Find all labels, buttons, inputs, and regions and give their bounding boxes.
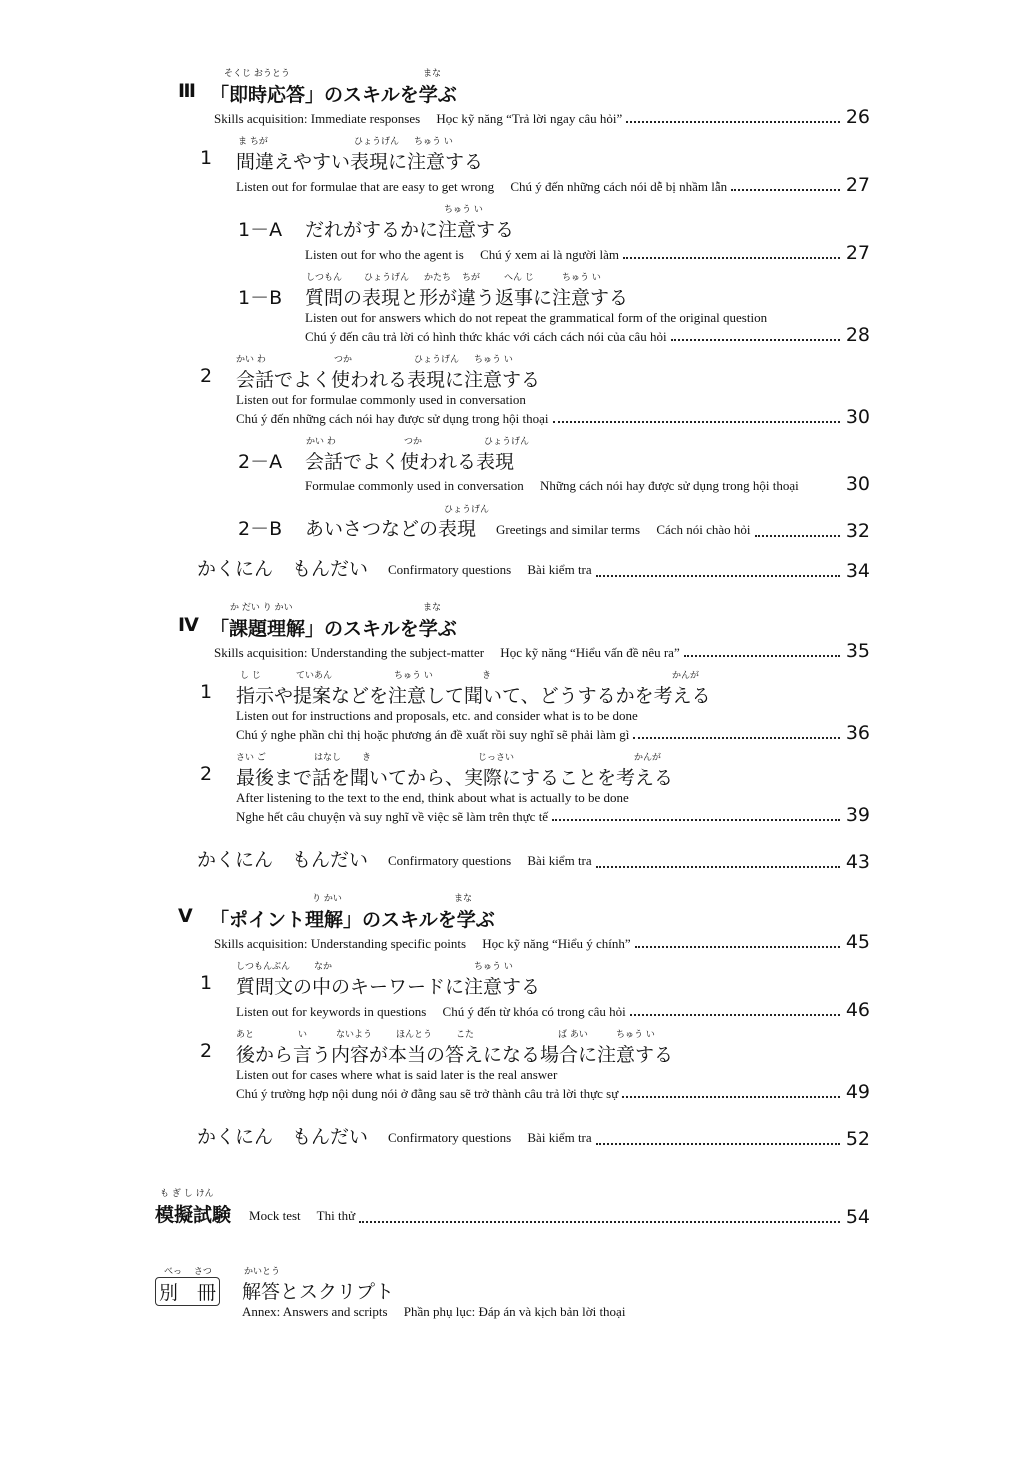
ruby: い [298, 1030, 308, 1040]
item-subtitle: Chú ý trường hợp nội dung nói ở đằng sau sẽ trở thành câu trả lời thực sự [236, 1086, 619, 1101]
ruby: し じ [240, 671, 261, 681]
leader-dots [622, 1096, 840, 1098]
toc-entry[interactable] [236, 408, 870, 427]
ruby: かんが [634, 753, 662, 763]
ruby: ば あい [558, 1030, 588, 1040]
item-subtitle: After listening to the text to the end, think about what is actually to be done [236, 790, 629, 805]
item-number: 1 [200, 681, 213, 703]
item-number: 2 [200, 365, 213, 387]
toc-entry[interactable] [236, 176, 870, 195]
section-number: Ⅲ [178, 80, 196, 102]
item-number: 2 [200, 763, 213, 785]
leader-dots [552, 819, 840, 821]
page-number: 26 [845, 106, 870, 128]
ruby: かんが [672, 671, 700, 681]
ruby: ちゅう い [414, 137, 453, 147]
ruby: かい わ [306, 437, 336, 447]
leader-dots [633, 737, 839, 739]
ruby: はなし [314, 753, 342, 763]
item-number: 1 [200, 972, 213, 994]
page-number: 27 [845, 174, 870, 196]
page-number: 43 [845, 851, 870, 873]
item-number: 1－A [238, 219, 283, 241]
leader-dots [359, 1221, 840, 1223]
ruby: ちゅう い [562, 273, 601, 283]
item-subtitle: Formulae commonly used in conversation Những cách nói hay được sử dụng trong hội thoại [305, 478, 799, 493]
item-title: 後から言う内容が本当の答えになる場合に注意する [236, 1044, 674, 1066]
leader-dots [803, 488, 840, 490]
item-subtitle: Confirmatory questions Bài kiểm tra [388, 1130, 592, 1145]
item-title: だれがするかに注意する [305, 219, 515, 241]
page-number: 34 [845, 560, 870, 582]
ruby: ひょうげん [354, 137, 400, 147]
ruby: かい わ [236, 355, 266, 365]
page-number: 27 [845, 242, 870, 264]
toc-entry[interactable] [236, 724, 870, 743]
item-title: 質問文の中のキーワードに注意する [236, 976, 541, 998]
section-subtitle: Skills acquisition: Immediate responses Học kỹ năng “Trả lời ngay câu hỏi” [214, 111, 623, 126]
page-number: 32 [845, 520, 870, 542]
ruby: り かい [312, 894, 342, 904]
toc-entry-confirm[interactable] [197, 1122, 870, 1149]
section-title: 「即時応答」のスキルを学ぶ [210, 84, 457, 106]
item-subtitle: Listen out for cases where what is said later is the real answer [236, 1067, 558, 1082]
item-subtitle: Greetings and similar terms Cách nói chào hỏi [496, 522, 751, 537]
ruby: ひょうげん [414, 355, 460, 365]
leader-dots [626, 121, 840, 123]
mock-test-title: 模擬試験 [155, 1204, 232, 1226]
leader-dots [755, 535, 840, 537]
page-number: 52 [845, 1128, 870, 1150]
ruby: まな [454, 894, 473, 904]
leader-dots [553, 421, 840, 423]
page-number: 49 [845, 1081, 870, 1103]
ruby: じっさい [478, 753, 515, 763]
ruby: ひょうげん [364, 273, 410, 283]
annex-badge: 別 冊 [155, 1277, 220, 1306]
item-title: 質問の表現と形が違う返事に注意する [305, 287, 629, 309]
ruby: ちゅう い [444, 205, 483, 215]
leader-dots [630, 1014, 840, 1016]
ruby: つか [404, 437, 423, 447]
toc-entry[interactable] [305, 244, 870, 263]
ruby: そくじ おうとう [224, 69, 290, 79]
leader-dots [731, 189, 840, 191]
annex-title[interactable]: 解答とスクリプト [242, 1281, 395, 1303]
toc-entry[interactable] [214, 642, 870, 661]
ruby: も ぎ し けん [160, 1189, 214, 1199]
item-subtitle: Listen out for instructions and proposals, etc. and consider what is to be done [236, 708, 638, 723]
ruby: しつもんぶん [236, 962, 291, 972]
ruby: へん じ [504, 273, 534, 283]
item-subtitle: Confirmatory questions Bài kiểm tra [388, 562, 592, 577]
item-subtitle: Listen out for formulae commonly used in conversation [236, 392, 526, 407]
toc-entry[interactable] [214, 933, 870, 952]
annex-subtitle: Annex: Answers and scripts Phần phụ lục: Đáp án và kịch bản lời thoại [242, 1304, 626, 1319]
toc-entry-confirm[interactable] [197, 845, 870, 872]
leader-dots [623, 257, 840, 259]
item-subtitle: Confirmatory questions Bài kiểm tra [388, 853, 592, 868]
item-number: 2－B [238, 518, 283, 540]
toc-entry[interactable] [305, 475, 870, 494]
section-subtitle: Skills acquisition: Understanding specific points Học kỹ năng “Hiểu ý chính” [214, 936, 631, 951]
section-title: 「課題理解」のスキルを学ぶ [210, 618, 457, 640]
item-title: かくにん もんだい [197, 1126, 369, 1148]
item-subtitle: Listen out for formulae that are easy to get wrong Chú ý đến những cách nói dễ bị nhầm lẫn [236, 179, 728, 194]
item-title: 会話でよく使われる表現に注意する [236, 369, 541, 391]
page-number: 54 [845, 1206, 870, 1228]
toc-entry[interactable] [305, 326, 870, 345]
page-number: 30 [845, 473, 870, 495]
page-number: 30 [845, 406, 870, 428]
ruby: ないよう [336, 1030, 373, 1040]
item-number: 2－A [238, 451, 283, 473]
leader-dots [635, 946, 840, 948]
item-subtitle: Listen out for who the agent is Chú ý xem ai là người làm [305, 247, 619, 262]
item-subtitle: Listen out for answers which do not repeat the grammatical form of the original question [305, 310, 768, 325]
item-subtitle: Chú ý đến những cách nói hay được sử dụng trong hội thoại [236, 411, 549, 426]
item-title: かくにん もんだい [197, 849, 369, 871]
item-title: 最後まで話を聞いてから、実際にすることを考える [236, 767, 674, 789]
ruby: しつもん [306, 273, 343, 283]
ruby: べっ さつ [164, 1267, 212, 1277]
ruby: ちが [462, 273, 481, 283]
item-number: 2 [200, 1040, 213, 1062]
section-number: Ⅴ [178, 905, 193, 927]
ruby: ひょうげん [444, 505, 490, 515]
page-number: 45 [845, 931, 870, 953]
ruby: ちゅう い [394, 671, 433, 681]
ruby: かいとう [244, 1267, 281, 1277]
ruby: ちゅう い [474, 962, 513, 972]
item-number: 1－B [238, 287, 283, 309]
page-number: 46 [845, 999, 870, 1021]
ruby: さい ご [236, 753, 266, 763]
ruby: まな [423, 603, 442, 613]
item-title: 間違えやすい表現に注意する [236, 151, 484, 173]
toc-entry[interactable] [236, 1083, 870, 1102]
ruby: なか [314, 962, 333, 972]
toc-entry-confirm[interactable] [197, 554, 870, 581]
item-subtitle: Chú ý nghe phần chỉ thị hoặc phương án đề xuất rồi suy nghĩ sẽ phải làm gì [236, 727, 630, 742]
ruby: ひょうげん [484, 437, 530, 447]
ruby: あと [236, 1030, 255, 1040]
section-title: 「ポイント理解」のスキルを学ぶ [210, 909, 495, 931]
page-number: 35 [845, 640, 870, 662]
section-subtitle: Skills acquisition: Understanding the subject-matter Học kỹ năng “Hiểu vấn đề nêu ra” [214, 645, 680, 660]
ruby: ちゅう い [474, 355, 513, 365]
mock-test-subtitle: Mock test Thi thử [249, 1208, 356, 1223]
ruby: つか [334, 355, 353, 365]
leader-dots [684, 655, 840, 657]
ruby: ほんとう [396, 1030, 433, 1040]
page-number: 28 [845, 324, 870, 346]
ruby: ちゅう い [616, 1030, 655, 1040]
toc-entry[interactable] [236, 1001, 870, 1020]
item-title: あいさつなどの表現 [305, 518, 477, 540]
page-number: 39 [845, 804, 870, 826]
toc-entry-mock-test[interactable] [155, 1200, 870, 1227]
item-subtitle: Nghe hết câu chuyện và suy nghĩ về việc sẽ làm trên thực tế [236, 809, 549, 824]
ruby: き [362, 753, 372, 763]
item-title: かくにん もんだい [197, 558, 369, 580]
item-subtitle: Listen out for keywords in questions Chú ý đến từ khóa có trong câu hỏi [236, 1004, 626, 1019]
leader-dots [596, 1143, 840, 1145]
leader-dots [671, 339, 840, 341]
section-number: Ⅳ [178, 614, 199, 636]
ruby: ま ちが [238, 137, 268, 147]
leader-dots [596, 866, 840, 868]
toc-entry[interactable] [214, 108, 870, 127]
item-subtitle: Chú ý đến câu trả lời có hình thức khác với cách cách nói của câu hỏi [305, 329, 667, 344]
ruby: まな [423, 69, 442, 79]
leader-dots [596, 575, 840, 577]
item-number: 1 [200, 147, 213, 169]
ruby: こた [456, 1030, 475, 1040]
item-title: 会話でよく使われる表現 [305, 451, 515, 473]
toc-entry[interactable] [236, 806, 870, 825]
ruby: ていあん [296, 671, 333, 681]
ruby: か だい り かい [230, 603, 293, 613]
ruby: き [482, 671, 492, 681]
page-number: 36 [845, 722, 870, 744]
toc-entry[interactable] [305, 514, 870, 541]
item-title: 指示や提案などを注意して聞いて、どうするかを考える [236, 685, 711, 707]
ruby: かたち [424, 273, 452, 283]
